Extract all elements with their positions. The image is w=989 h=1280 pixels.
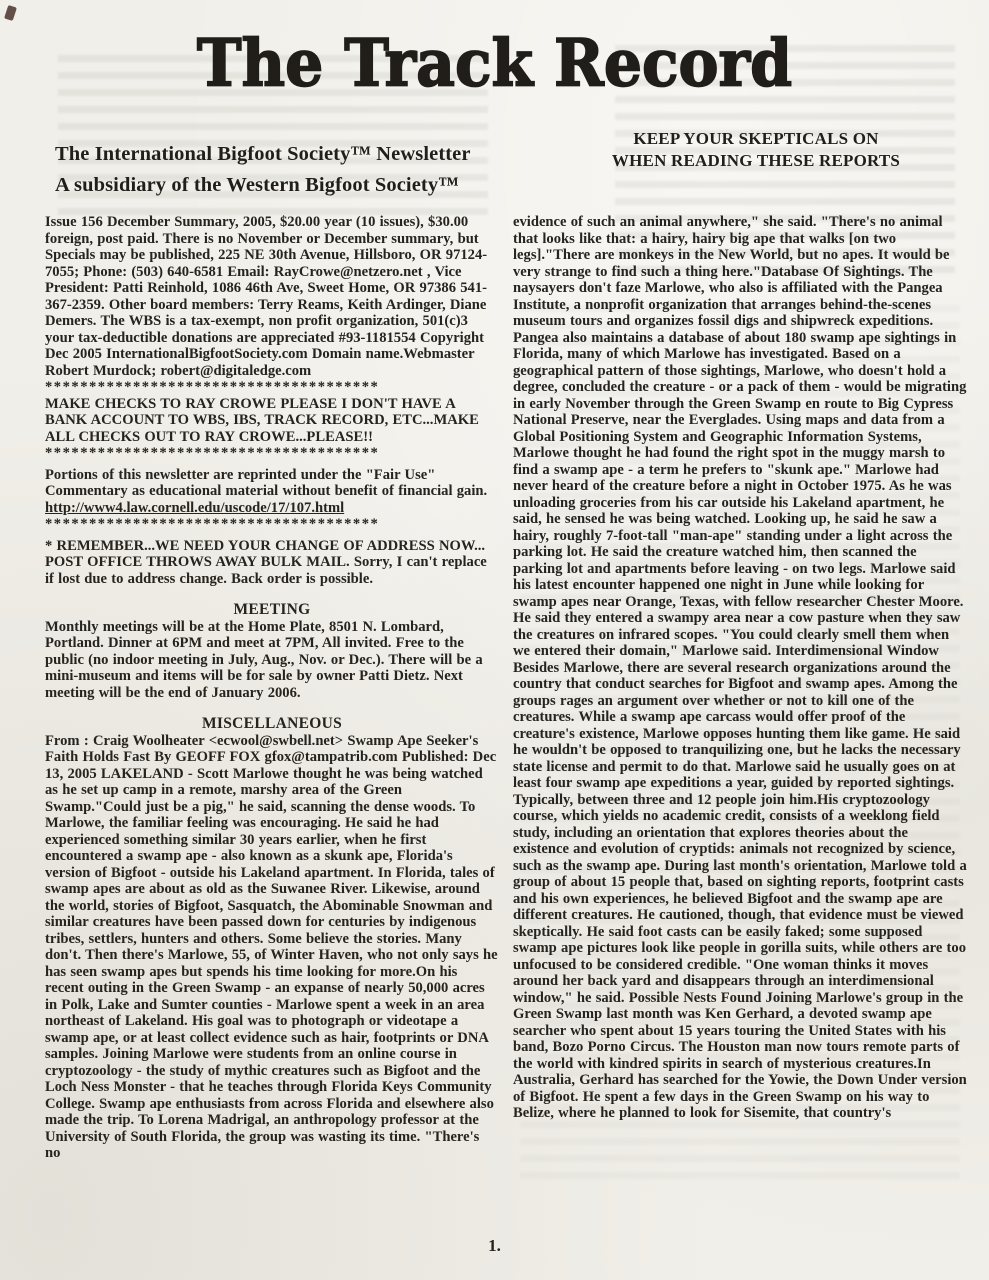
subtitle-line1: The International Bigfoot Society™ Newsletter [55, 143, 471, 165]
asterisk-separator: ************************************** [45, 445, 380, 461]
skeptics-notice-line1: KEEP YOUR SKEPTICALS ON [633, 129, 879, 148]
meeting-paragraph: Monthly meetings will be at the Home Plate, 8501 N. Lombard, Portland. Dinner at 6PM and meet at 7PM, All invited. Free to the public (no indoor meeting in July, Aug., Nov. or Dec.). There will be a mini-museum and items will be for sale by owner Patti Dietz. Next meeting will be the end of January 2006. [45, 618, 483, 701]
fair-use-text: Portions of this newsletter are reprinted under the "Fair Use" Commentary as educational material without benefit of financial gain. [45, 466, 488, 499]
subtitle-line2: A subsidiary of the Western Bigfoot Society™ [55, 173, 459, 196]
page-number: 1. [488, 1236, 501, 1255]
skeptics-notice [558, 128, 954, 173]
newsletter-masthead-title: The Track Record [196, 26, 793, 102]
article-continuation-paragraph: evidence of such an animal anywhere," she said. "There's no animal that looks like that: a hairy, hairy big ape that walks [on two legs]."There are monkeys in the New World, but no apes. It would be very strange to find such a thing here."Database Of Sightings. The naysayers don't faze Marlowe, who also is affiliated with the Pangea Institute, a nonprofit organization that arranges behind-the-scenes museum tours and organizes fossil digs and shipwreck expeditions. Pangea also maintains a database of about 180 swamp ape sightings in Florida, many of which Marlowe has investigated. Based on a geographical pattern of those sightings, Marlowe, who doesn't hold a degree, concluded the creature - or a pack of them - would be migrating in early November through the Green Swamp en route to Big Cypress National Preserve, near the Everglades. Using maps and data from a Global Positioning System and Geographic Information Systems, Marlowe thought he had found the right spot in the muggy marsh to find a swamp ape - a term he prefers to "skunk ape." Marlowe had never heard of the creature before a night in October 1975. As he was unloading groceries from his car outside his Lakeland apartment, he said, he sensed he was being watched. Looking up, he said he saw a hairy, roughly 7-foot-tall "man-ape" standing under a light across the parking lot. He said the creature watched him, then scanned the parking lot and apartments before leaving - on two legs. Marlowe said his latest encounter happened one night in June while looking for swamp apes near Orange, Texas, with fellow researcher Chester Moore. He said they entered a swampy area near a cow pasture when they saw the creatures on infrared scopes. "You could clearly smell them when we entered their domain," Marlowe said. Interdimensional Window Besides Marlowe, there are several research organizations around the country that conduct searches for Bigfoot and swamp apes. Among the groups rages an argument over whether or not to kill one of the creatures. While a swamp ape carcass would offer proof of the creature's existence, Marlowe opposes hunting them like game. He said he wouldn't be opposed to tranquilizing one, but he lacks the necessary state license and permit to do that. Marlowe said he usually goes on at least four swamp ape expeditions a year, guided by reported sightings. Typically, between three and 12 people join him.His cryptozoology course, which yields no academic credit, consists of a weeklong field study, including an orientation that explores theories about the existence and evolution of cryptids: animals not recognized by science, such as the swamp ape. During last month's orientation, Marlowe told a group of about 15 people that, based on sighting reports, footprint casts and his own experiences, he believed Bigfoot and the swamp ape are different creatures. He cautioned, though, that evidence must be viewed skeptically. He said foot casts can be easily faked; some supposed swamp ape pictures look like people in gorilla suits, while others are too unfocused to be considered credible. "One woman thinks it moves around her back yard and disappears through an interdimensional window," he said. Possible Nests Found Joining Marlowe's group in the Green Swamp last month was Ken Gerhard, a devoted swamp ape searcher who spent about 15 years touring the United States with his band, Bozo Porno Circus. The Houston man now tours remote parts of the world with kindred spirits in search of mysterious creatures.In Australia, Gerhard has searched for the Yowie, the Down Under version of Bigfoot. He spent a few days in the Green Swamp on his way to Belize, where he planned to look for Sisemite, that country's [513, 214, 967, 1121]
meeting-heading: MEETING [233, 601, 311, 618]
address-reminder-paragraph: * REMEMBER...WE NEED YOUR CHANGE OF ADDRESS NOW... POST OFFICE THROWS AWAY BULK MAIL. Sorry, I can't replace if lost due to address change. Back order is possible. [45, 537, 487, 587]
issue-info-paragraph: Issue 156 December Summary, 2005, $20.00 year (10 issues), $30.00 foreign, post paid. There is no November or December summary, but Specials may be published, 225 NE 30th Avenue, Hillsboro, OR 97124-7055; Phone: (503) 640-6581 Email: RayCrowe@netzero.net , Vice President: Patti Reinhold, 1086 46th Ave, Sweet Home, OR 97386 541-367-2359. Other board members: Terry Reams, Keith Ardinger, Diane Demers. The WBS is a tax-exempt, non profit organization, 501(c)3 your tax-deductible donations are appreciated #93-1181554 Copyright Dec 2005 InternationalBigfootSociety.com Domain name.Webmaster Robert Murdock; robert@digitaledge.com [45, 214, 488, 379]
skeptics-notice-line2: WHEN READING THESE REPORTS [611, 151, 901, 171]
right-column [513, 214, 967, 1122]
scan-artifact-mark [4, 5, 17, 21]
miscellaneous-heading: MISCELLANEOUS [202, 715, 342, 732]
body-columns [45, 214, 967, 1162]
fair-use-paragraph [45, 467, 499, 517]
fair-use-link[interactable]: http://www4.law.cornell.edu/uscode/17/107.html [45, 499, 345, 516]
newsletter-subtitle [55, 139, 525, 201]
asterisk-separator: ************************************** [45, 516, 380, 532]
left-column [45, 214, 499, 1162]
asterisk-separator: ************************************** [45, 379, 380, 395]
miscellaneous-paragraph: From : Craig Woolheater <ecwool@swbell.net> Swamp Ape Seeker's Faith Holds Fast By GEOFF FOX gfox@tampatrib.com Published: Dec 13, 2005 LAKELAND - Scott Marlowe thought he was being watched as he set up camp in a remote, marshy area of the Green Swamp."Could just be a pig," he said, scanning the dense woods. To Marlowe, the familiar feeling was encouraging. He said he had experienced something similar 30 years earlier, when he first encountered a swamp ape - also known as a skunk ape, Florida's version of Bigfoot - outside his Lakeland apartment. In Florida, tales of swamp apes are about as old as the Suwanee River. Likewise, around the world, stories of Bigfoot, Sasquatch, the Abominable Snowman and similar creatures have been passed down for centuries by indigenous tribes, settlers, hunters and others. Some believe the stories. Many don't. Then there's Marlowe, 55, of Winter Haven, who not only says he has seen swamp apes but spends his time looking for more.On his recent outing in the Green Swamp - an expanse of nearly 50,000 acres in Polk, Lake and Sumter counties - Marlowe spent a week in an area northeast of Lakeland. His goal was to photograph or videotape a swamp ape, or at least collect evidence such as hair, footprints or DNA samples. Joining Marlowe were students from an online course in cryptozoology - the study of mythic creatures such as Bigfoot and the Loch Ness Monster - that he teaches through Florida Keys Community College. Swamp ape enthusiasts from across Florida and elsewhere also made the trip. To Lorena Madrigal, an anthropology professor at the University of South Florida, the group was wasting its time. "There's no [45, 732, 498, 1161]
checks-notice-paragraph: MAKE CHECKS TO RAY CROWE PLEASE I DON'T HAVE A BANK ACCOUNT TO WBS, IBS, TRACK RECORD, ETC...MAKE ALL CHECKS OUT TO RAY CROWE...PLEASE!! [45, 395, 479, 445]
